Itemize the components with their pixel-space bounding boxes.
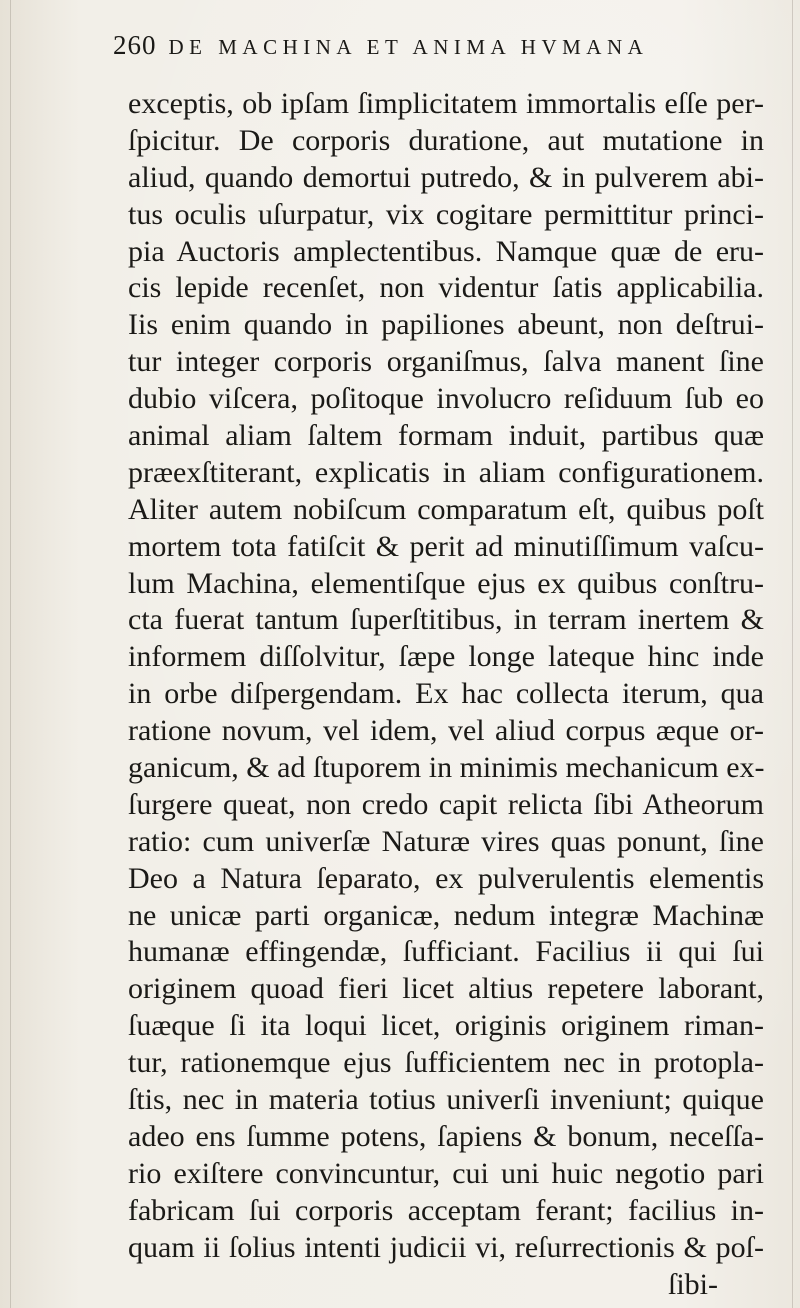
text-line: dubio viſcera, poſitoque involucro reſiduum ſub eo xyxy=(128,382,764,416)
text-line: ſuæque ſi ita loqui licet, originis originem riman- xyxy=(128,1009,764,1043)
text-line: lum Machina, elementiſque ejus ex quibus conſtru- xyxy=(128,566,764,600)
text-line: ſpicitur. De corporis duratione, aut mutatione in xyxy=(128,123,764,157)
text-line: humanæ effingendæ, ſufficiant. Facilius ii qui ſui xyxy=(128,935,764,969)
page-number: 260 xyxy=(113,30,157,60)
text-line: ratione novum, vel idem, vel aliud corpus æque or- xyxy=(128,714,764,748)
text-line: ne unicæ parti organicæ, nedum integræ Machinæ xyxy=(128,898,764,932)
text-line: ganicum, & ad ſtuporem in minimis mechanicum ex- xyxy=(128,751,765,785)
text-line: aliud, quando demortui putredo, & in pulverem abi- xyxy=(128,160,764,194)
text-line: cis lepide recenſet, non videntur ſatis applicabilia. xyxy=(128,271,764,305)
text-line: originem quoad fieri licet altius repetere laborant, xyxy=(128,972,764,1006)
text-line: Deo a Natura ſeparato, ex pulverulentis elementis xyxy=(128,861,764,895)
page-edge-right xyxy=(792,0,793,1308)
running-head: DE MACHINA ET ANIMA HVMANA xyxy=(168,35,649,59)
text-line: ratio: cum univerſæ Naturæ vires quas ponunt, ſine xyxy=(128,824,764,858)
text-line: exceptis, ob ipſam ſimplicitatem immortalis eſſe per- xyxy=(128,87,764,120)
body-text xyxy=(128,86,764,1303)
text-line: fabricam ſui corporis acceptam ferant; facilius in- xyxy=(128,1193,764,1227)
text-line: ſurgere queat, non credo capit relicta ſibi Atheorum xyxy=(128,787,764,821)
text-line: rio exiſtere convincuntur, cui uni huic negotio pari xyxy=(128,1156,764,1190)
text-line: præexſtiterant, explicatis in aliam configurationem. xyxy=(128,455,764,489)
text-line: pia Auctoris amplectentibus. Namque quæ de eru- xyxy=(128,234,764,268)
page-header xyxy=(113,30,648,70)
text-line: Aliter autem nobiſcum comparatum eſt, quibus poſt xyxy=(128,492,764,526)
text-line: ſtis, nec in materia totius univerſi inveniunt; quique xyxy=(128,1083,764,1117)
page-edge-left xyxy=(10,0,11,1308)
text-line: adeo ens ſumme potens, ſapiens & bonum, neceſſa- xyxy=(128,1119,764,1153)
text-line: cta fuerat tantum ſuperſtitibus, in terram inertem & xyxy=(128,603,764,637)
text-line: informem diſſolvitur, ſæpe longe lateque hinc inde xyxy=(128,640,764,674)
text-line: mortem tota fatiſcit & perit ad minutiſſimum vaſcu- xyxy=(128,529,764,563)
text-line: quam ii ſolius intenti judicii vi, reſurrectionis & poſ- xyxy=(128,1230,764,1264)
text-line: tur, rationemque ejus ſufficientem nec in protopla- xyxy=(128,1046,764,1080)
text-line: tus oculis uſurpatur, vix cogitare permittitur princi- xyxy=(128,197,764,231)
catchword: ſibi- xyxy=(668,1267,718,1301)
text-line: Iis enim quando in papiliones abeunt, non deſtrui- xyxy=(128,308,764,342)
text-line: tur integer corporis organiſmus, ſalva manent ſine xyxy=(128,345,764,379)
text-line: animal aliam ſaltem formam induit, partibus quæ xyxy=(128,419,764,453)
text-line: in orbe diſpergendam. Ex hac collecta iterum, qua xyxy=(128,677,764,711)
